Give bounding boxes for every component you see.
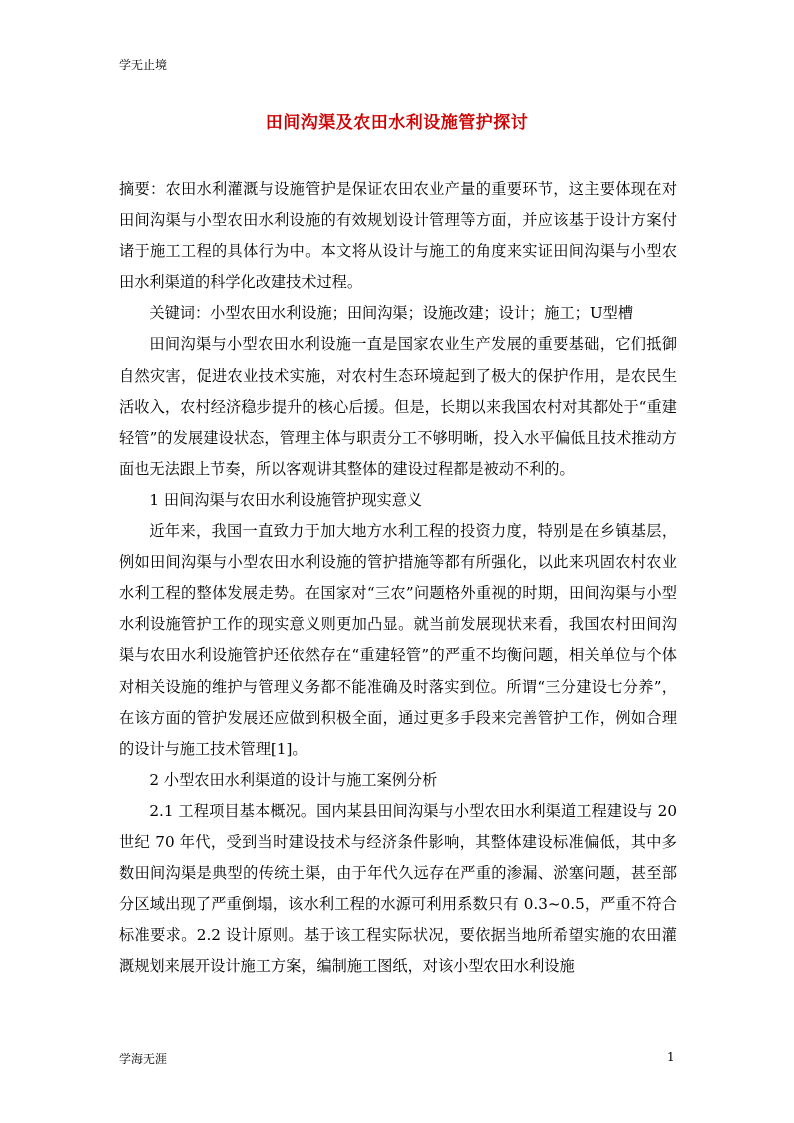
section-1-body: 近年来，我国一直致力于加大地方水利工程的投资力度，特别是在乡镇基层，例如田间沟渠与小型农田水利设施的管护措施等都有所强化，以此来巩固农村农业水利工程的整体发展走势。在国家对“三农”问题格外重视的时期，田间沟渠与小型水利设施管护工作的现实意义则更加凸显。就当前发展现状来看，我国农村田间沟渠与农田水利设施管护还依然存在“重建轻管”的严重不均衡问题，相关单位与个体对相关设施的维护与管理义务都不能准确及时落实到位。所谓“三分建设七分养”，在该方面的管护发展还应做到积极全面，通过更多手段来完善管护工作，例如合理的设计与施工技术管理[1]。 (119, 522, 677, 758)
document-title: 田间沟渠及农田水利设施管护探讨 (265, 113, 529, 133)
page-footer-left: 学海无涯 (119, 1052, 168, 1066)
section-2-body: 2.1 工程项目基本概况。国内某县田间沟渠与小型农田水利渠道工程建设与 20 世纪 70 年代，受到当时建设技术与经济条件影响，其整体建设标准偏低，其中多数田间沟渠是典型的传统土渠，由于年代久远存在严重的渗漏、淤塞问题，甚至部分区域出现了严重倒塌，该水利工程的水源可利用系数只有 0.3~0.5，严重不符合标准要求。2.2 设计原则。基于该工程实际状况，要依据当地所希望实施的农田灌溉规划来展开设计施工方案，编制施工图纸，对该小型农田水利设施 (119, 801, 677, 976)
keywords-paragraph: 关键词：小型农田水利设施；田间沟渠；设施改建；设计；施工；U型槽 (149, 304, 634, 323)
section-1-heading: 1 田间沟渠与农田水利设施管护现实意义 (149, 490, 423, 509)
page-number: 1 (667, 1050, 675, 1064)
intro-paragraph: 田间沟渠与小型农田水利设施一直是国家农业生产发展的重要基础，它们抵御自然灾害，促进农业技术实施，对农村生态环境起到了极大的保护作用，是农民生活收入，农村经济稳步提升的核心后援。但是，长期以来我国农村对其都处于“重建轻管”的发展建设状态，管理主体与职责分工不够明晰，投入水平偏低且技术推动方面也无法跟上节奏，所以客观讲其整体的建设过程都是被动不利的。 (119, 335, 677, 478)
page-header: 学无止境 (119, 58, 168, 72)
section-2-heading: 2 小型农田水利渠道的设计与施工案例分析 (149, 770, 438, 789)
document-body (119, 174, 677, 982)
abstract-paragraph: 摘要：农田水利灌溉与设施管护是保证农田农业产量的重要环节，这主要体现在对田间沟渠与小型农田水利设施的有效规划设计管理等方面，并应该基于设计方案付诸于施工工程的具体行为中。本文将从设计与施工的角度来实证田间沟渠与小型农田水利渠道的科学化改建技术过程。 (119, 180, 677, 292)
